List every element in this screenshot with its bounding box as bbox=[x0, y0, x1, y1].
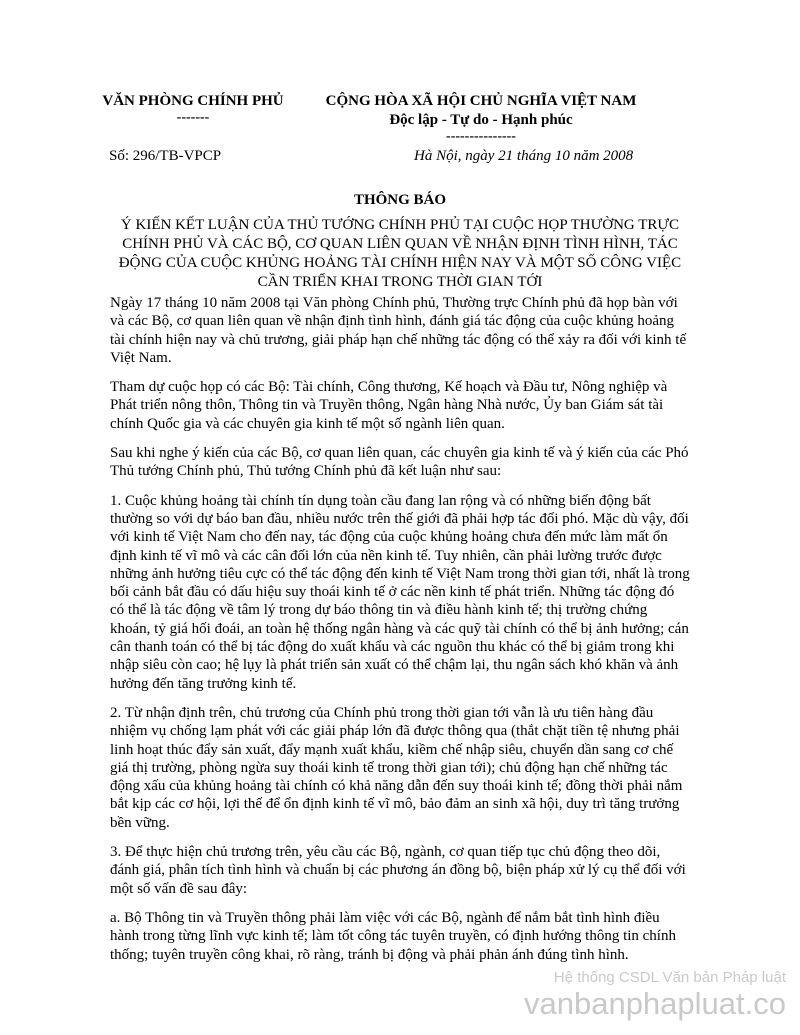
watermark-domain: vanbanphapluat.co bbox=[523, 986, 786, 1021]
paragraph: Tham dự cuộc họp có các Bộ: Tài chính, Công thương, Kế hoạch và Đầu tư, Nông nghiệp và Phát triển nông thôn, Thông tin và Truyền thông, Ngân hàng Nhà nước, Ủy ban Giám sát tài chính Quốc gia và các chuyên gia kinh tế một số ngành liên quan. bbox=[110, 379, 668, 432]
national-motto: Độc lập - Tự do - Hạnh phúc bbox=[389, 112, 573, 128]
document-type: THÔNG BÁO bbox=[353, 192, 447, 208]
document-body bbox=[110, 294, 690, 975]
paragraph: a. Bộ Thông tin và Truyền thông phải làm việc với các Bộ, ngành để nắm bắt tình hình điều hành trong từng lĩnh vực kinh tế; làm tốt công tác tuyên truyền, có định hướng thông tin chính thống; tuyên truyền công khai, rõ ràng, tránh bị động và phải phản ánh đúng tình hình. bbox=[110, 909, 676, 963]
place-and-date: Hà Nội, ngày 21 tháng 10 năm 2008 bbox=[414, 148, 634, 164]
paragraph: Ngày 17 tháng 10 năm 2008 tại Văn phòng Chính phủ, Thường trực Chính phủ đã họp bàn với và các Bộ, cơ quan liên quan về nhận định tình hình, đánh giá tác động của cuộc khủng hoảng tài chính hiện nay và chủ trương, giải pháp hạn chế những tác động có thể xảy ra đối với kinh tế Việt Nam. bbox=[110, 295, 687, 366]
paragraph: 3. Để thực hiện chủ trương trên, yêu cầu các Bộ, ngành, cơ quan tiếp tục chủ động theo dõi, đánh giá, phân tích tình hình và chuẩn bị các phương án đồng bộ, biện pháp xử lý cụ thể đối với một số vấn đề sau đây: bbox=[110, 844, 686, 897]
document-title: Ý KIẾN KẾT LUẬN CỦA THỦ TƯỚNG CHÍNH PHỦ TẠI CUỘC HỌP THƯỜNG TRỰC CHÍNH PHỦ VÀ CÁC BỘ, CƠ QUAN LIÊN QUAN VỀ NHẬN ĐỊNH TÌNH HÌNH, TÁC ĐỘNG CỦA CUỘC KHỦNG HOẢNG TÀI CHÍNH HIỆN NAY VÀ MỘT SỐ CÔNG VIỆC CẦN TRIỂN KHAI TRONG THỜI GIAN TỚI bbox=[118, 217, 682, 290]
agency-rule: ------- bbox=[176, 110, 210, 125]
site-watermark bbox=[524, 969, 786, 1021]
paragraph: 2. Từ nhận định trên, chủ trương của Chính phủ trong thời gian tới vẫn là ưu tiên hàng đầu nhiệm vụ chống lạm phát với các giải pháp lớn đã được thông qua (thắt chặt tiền tệ nhưng phải linh hoạt thúc đẩy sản xuất, đẩy mạnh xuất khẩu, kiềm chế nhập siêu, chuyển dần sang cơ chế giá thị trường, phòng ngừa suy thoái kinh tế trong thời gian tới); chủ động hạn chế những tác động xấu của khủng hoảng tài chính có khả năng dẫn đến suy thoái kinh tế; đồng thời phải nắm bắt kịp các cơ hội, lợi thế để ổn định kinh tế vĩ mô, bảo đảm an sinh xã hội, duy trì tăng trưởng bền vững. bbox=[110, 704, 683, 831]
paragraph: 1. Cuộc khủng hoảng tài chính tín dụng toàn cầu đang lan rộng và có những biến động bất thường so với dự báo ban đầu, nhiều nước trên thế giới đã phải hợp tác đối phó. Mặc dù vậy, đối với kinh tế Việt Nam cho đến nay, tác động của cuộc khủng hoảng chưa đến mức làm mất ổn định kinh tế vĩ mô và các cân đối lớn của nền kinh tế. Tuy nhiên, cần phải lường trước được những ảnh hưởng tiêu cực có thể tác động đến kinh tế Việt Nam trong thời gian tới, nhất là trong bối cảnh bắt đầu có dấu hiệu suy thoái kinh tế ở các nền kinh tế phát triển. Những tác động đó có thể là tác động về tâm lý trong dự báo thông tin và điều hành kinh tế; thị trường chứng khoán, tỷ giá hối đoái, an toàn hệ thống ngân hàng và các quỹ tài chính có thể bị ảnh hưởng; cán cân thanh toán có thể bị tác động do xuất khẩu và các nguồn thu khác có thể bị giảm trong khi nhập siêu còn cao; hệ lụy là phát triển sản xuất có thể chậm lại, thu ngân sách khó khăn và ảnh hưởng đến tăng trưởng kinh tế. bbox=[110, 492, 690, 692]
paragraph: Sau khi nghe ý kiến của các Bộ, cơ quan liên quan, các chuyên gia kinh tế và ý kiến của các Phó Thủ tướng Chính phủ, Thủ tướng Chính phủ đã kết luận như sau: bbox=[110, 445, 689, 480]
issuing-agency-block bbox=[88, 92, 298, 125]
issuing-agency: VĂN PHÒNG CHÍNH PHỦ bbox=[102, 93, 284, 109]
motto-rule: --------------- bbox=[446, 129, 516, 144]
country-name: CỘNG HÒA XÃ HỘI CHỦ NGHĨA VIỆT NAM bbox=[325, 93, 637, 109]
watermark-caption: Hệ thống CSDL Văn bản Pháp luật bbox=[553, 969, 786, 986]
document-number: Số: 296/TB-VPCP bbox=[109, 148, 222, 164]
national-title-block bbox=[300, 92, 662, 144]
